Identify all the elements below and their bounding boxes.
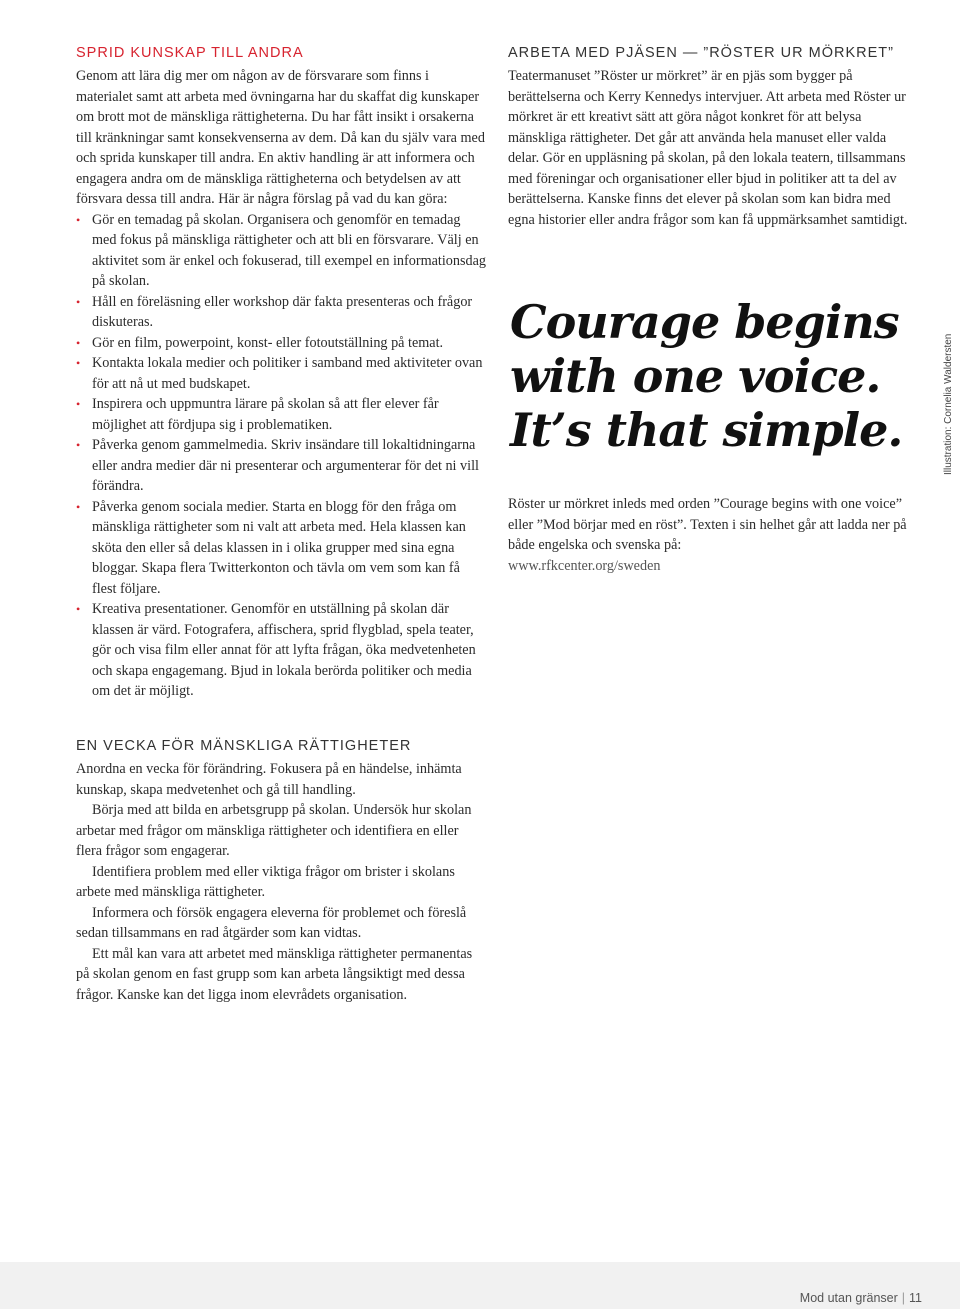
bullet-icon: • <box>76 335 81 350</box>
list-item: • Kreativa presentationer. Genomför en utställning på skolan där klassen är värd. Fotografera, affischera, sprid flygblad, spela teater, gör och visa film eller annat för att lyfta frågan, öka medvetenheten och skapa engagemang. Bjud in lokala berörda politiker och media om det är möjligt. <box>76 601 476 699</box>
bullet-icon: • <box>76 499 81 514</box>
handwritten-quote-illustration <box>508 292 918 462</box>
publication-title: Mod utan gränser <box>799 1291 898 1305</box>
paragraph: Informera och försök engagera eleverna för problemet och föreslå sedan tillsammans en rad åtgärder som kan vidtas. <box>76 904 467 941</box>
intro-paragraph: Genom att lära dig mer om någon av de försvarare som finns i materialet samt att arbeta med övningarna har du skaffat dig kunskaper om brott mot de mänskliga rättigheterna. Du har fått insikt i orsakerna till kränkningar samt konsekvenserna av dem. Då kan du själv vara med och sprida kunskaper till andra. En aktiv handling är att informera och engagera andra om de mänskliga rättigheterna och betydelsen av att försvara dessa till andra. Här är några förslag på vad du kan göra: <box>76 68 485 207</box>
rfk-center-link[interactable]: www.rfkcenter.org/sweden <box>508 557 661 574</box>
list-item: • Gör en film, powerpoint, konst- eller fotoutställning på temat. <box>76 333 486 354</box>
paragraph: Identifiera problem med eller viktiga frågor om brister i skolans arbete med mänskliga rättigheter. <box>76 863 455 900</box>
footer <box>0 1262 960 1309</box>
handwriting-line-3: It’s that simple. <box>510 403 903 457</box>
caption-paragraph: Röster ur mörkret inleds med orden ”Courage begins with one voice” eller ”Mod börjar med en röst”. Texten i sin helhet går att ladda ner på både engelska och svenska på: <box>508 496 907 553</box>
list-item: • Påverka genom sociala medier. Starta en blogg för den fråga om mänskliga rättigheter som ni valt att arbeta med. Hela klassen kan sköta den eller så delas klassen in i olika grupper med sina egna bloggar. Skapa flera Twitterkonton och tävla om vem som kan få flest följare. <box>76 498 466 597</box>
bullet-icon: • <box>76 438 81 452</box>
list-item: • Kontakta lokala medier och politiker i samband med aktiviteter ovan för att nå ut med budskapet. <box>76 355 483 392</box>
suggestion-list <box>76 210 486 702</box>
section-heading: SPRID KUNSKAP TILL ANDRA <box>76 45 304 61</box>
paragraph: Börja med att bilda en arbetsgrupp på skolan. Undersök hur skolan arbetar med frågor om mänskliga rättigheter och identifiera en eller flera frågor som engagerar. <box>76 802 472 859</box>
paragraph: Ett mål kan vara att arbetet med mänskliga rättigheter permanentas på skolan genom en fast grupp som kan arbeta långsiktigt med dessa frågor. Kanske kan det ligga inom elevrådets organisation. <box>76 945 473 1003</box>
page-number: 11 <box>909 1291 922 1305</box>
section-heading: ARBETA MED PJÄSEN — ”RÖSTER UR MÖRKRET” <box>508 45 894 61</box>
bullet-icon: • <box>76 212 81 227</box>
bullet-icon: • <box>76 397 81 411</box>
handwriting-line-2: with one voice. <box>510 349 881 403</box>
section-spread-knowledge <box>76 44 486 702</box>
illustration-credit: Illustration: Cornelia Waldersten <box>943 333 954 475</box>
list-item: • Påverka genom gammelmedia. Skriv insändare till lokaltidningarna eller andra medier där ni presenterar och argumenterar för det ni vill förändra. <box>76 437 479 494</box>
play-paragraph: Teatermanuset ”Röster ur mörkret” är en pjäs som bygger på berättelserna och Kerry Kennedys intervjuer. Att arbeta med Röster ur mörkret är ett kreativt sätt att göra något konkret för att belysa mänskliga rättigheter. Det går att använda hela manuset eller valda delar. Gör en uppläsning på skolan, på den lokala teatern, tillsammans med föreningar och organisationer eller bjud in politiker att ta del av berättelserna. Kanske finns det elever på skolan som kan bidra med egna historier eller andra frågor som kan få uppmärksamhet samtidigt. <box>508 68 908 228</box>
section-work-with-play <box>508 44 918 230</box>
paragraph: Anordna en vecka för förändring. Fokusera på en händelse, inhämta kunskap, skapa medvetenhet och gå till handling. <box>76 761 462 798</box>
footer-text <box>800 1291 922 1305</box>
bullet-icon: • <box>76 602 81 616</box>
caption-block <box>508 494 918 576</box>
bullet-icon: • <box>76 294 81 309</box>
footer-separator: | <box>901 1291 906 1305</box>
section-heading: EN VECKA FÖR MÄNSKLIGA RÄTTIGHETER <box>76 738 412 754</box>
bullet-icon: • <box>76 356 81 370</box>
handwriting-line-1: Courage begins <box>510 295 899 349</box>
list-item: • Gör en temadag på skolan. Organisera och genomför en temadag med fokus på mänskliga rättigheter och att bli en försvarare. Välj en aktivitet som är enkel och fokuserad, till exempel en informationsdag på skolan. <box>76 211 486 289</box>
section-human-rights-week <box>76 737 486 1005</box>
list-item: • Håll en föreläsning eller workshop där fakta presenteras och frågor diskuteras. <box>76 293 473 330</box>
list-item: • Inspirera och uppmuntra lärare på skolan så att fler elever får möjlighet att fördjupa sig i problematiken. <box>76 396 439 433</box>
